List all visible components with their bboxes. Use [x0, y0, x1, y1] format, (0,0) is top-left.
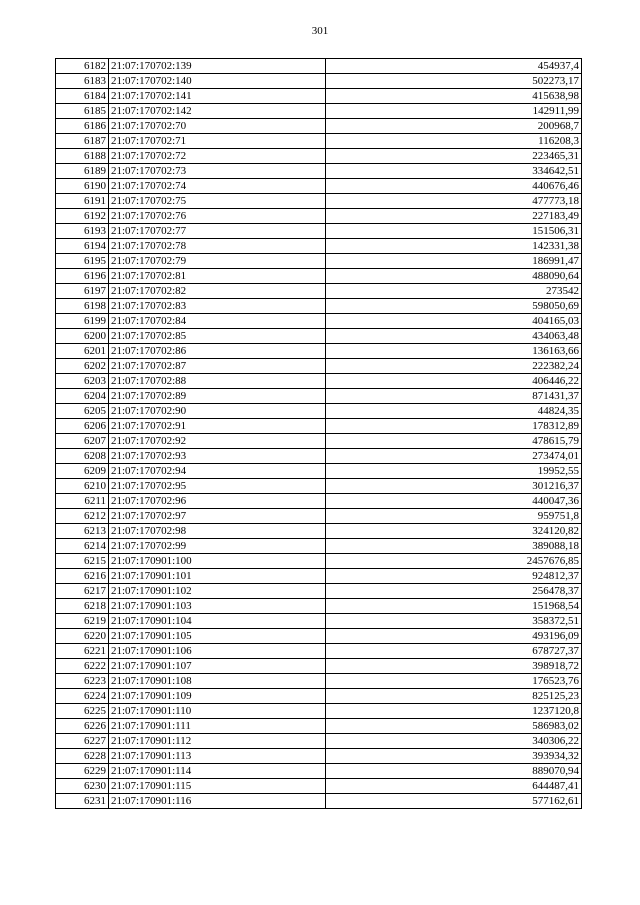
cadastral-number: 21:07:170901:108 — [109, 674, 326, 689]
cadastral-number: 21:07:170702:95 — [109, 479, 326, 494]
row-number: 6222 — [56, 659, 109, 674]
table-row — [56, 149, 582, 164]
table-row — [56, 509, 582, 524]
cadastral-number: 21:07:170702:89 — [109, 389, 326, 404]
cadastral-number: 21:07:170702:83 — [109, 299, 326, 314]
cadastral-value: 222382,24 — [326, 359, 582, 374]
row-number: 6191 — [56, 194, 109, 209]
table-row — [56, 749, 582, 764]
table-row — [56, 584, 582, 599]
cadastral-value: 477773,18 — [326, 194, 582, 209]
cadastral-value: 176523,76 — [326, 674, 582, 689]
cadastral-value: 493196,09 — [326, 629, 582, 644]
cadastral-value: 340306,22 — [326, 734, 582, 749]
table-row — [56, 269, 582, 284]
table-row — [56, 74, 582, 89]
row-number: 6183 — [56, 74, 109, 89]
table-row — [56, 569, 582, 584]
row-number: 6187 — [56, 134, 109, 149]
row-number: 6225 — [56, 704, 109, 719]
table-row — [56, 239, 582, 254]
cadastral-number: 21:07:170702:78 — [109, 239, 326, 254]
table-row — [56, 119, 582, 134]
cadastral-number: 21:07:170702:71 — [109, 134, 326, 149]
cadastral-value: 924812,37 — [326, 569, 582, 584]
table-row — [56, 629, 582, 644]
table-row — [56, 644, 582, 659]
table-row — [56, 329, 582, 344]
cadastral-number: 21:07:170702:87 — [109, 359, 326, 374]
table-row — [56, 794, 582, 809]
cadastral-value: 200968,7 — [326, 119, 582, 134]
row-number: 6198 — [56, 299, 109, 314]
table-row — [56, 134, 582, 149]
cadastral-value: 273542 — [326, 284, 582, 299]
row-number: 6209 — [56, 464, 109, 479]
row-number: 6211 — [56, 494, 109, 509]
row-number: 6220 — [56, 629, 109, 644]
cadastral-value: 825125,23 — [326, 689, 582, 704]
cadastral-value: 142911,99 — [326, 104, 582, 119]
cadastral-value: 889070,94 — [326, 764, 582, 779]
cadastral-value: 44824,35 — [326, 404, 582, 419]
row-number: 6186 — [56, 119, 109, 134]
cadastral-number: 21:07:170702:86 — [109, 344, 326, 359]
table-row — [56, 479, 582, 494]
cadastral-number: 21:07:170901:110 — [109, 704, 326, 719]
row-number: 6193 — [56, 224, 109, 239]
cadastral-number: 21:07:170702:82 — [109, 284, 326, 299]
cadastral-value: 644487,41 — [326, 779, 582, 794]
cadastral-number: 21:07:170901:106 — [109, 644, 326, 659]
cadastral-value: 586983,02 — [326, 719, 582, 734]
cadastral-value: 488090,64 — [326, 269, 582, 284]
cadastral-value: 871431,37 — [326, 389, 582, 404]
row-number: 6204 — [56, 389, 109, 404]
cadastral-number: 21:07:170901:116 — [109, 794, 326, 809]
cadastral-value: 440676,46 — [326, 179, 582, 194]
cadastral-number: 21:07:170702:70 — [109, 119, 326, 134]
row-number: 6208 — [56, 449, 109, 464]
cadastral-value: 301216,37 — [326, 479, 582, 494]
row-number: 6185 — [56, 104, 109, 119]
row-number: 6212 — [56, 509, 109, 524]
cadastral-value: 404165,03 — [326, 314, 582, 329]
cadastral-number: 21:07:170702:90 — [109, 404, 326, 419]
row-number: 6213 — [56, 524, 109, 539]
cadastral-value: 151968,54 — [326, 599, 582, 614]
row-number: 6224 — [56, 689, 109, 704]
cadastral-value: 415638,98 — [326, 89, 582, 104]
row-number: 6210 — [56, 479, 109, 494]
row-number: 6194 — [56, 239, 109, 254]
table-row — [56, 734, 582, 749]
table-row — [56, 194, 582, 209]
cadastral-number: 21:07:170702:74 — [109, 179, 326, 194]
table-row — [56, 254, 582, 269]
table-row — [56, 779, 582, 794]
row-number: 6221 — [56, 644, 109, 659]
cadastral-number: 21:07:170901:101 — [109, 569, 326, 584]
cadastral-value: 2457676,85 — [326, 554, 582, 569]
cadastral-number: 21:07:170702:99 — [109, 539, 326, 554]
cadastral-value: 358372,51 — [326, 614, 582, 629]
cadastral-number: 21:07:170901:112 — [109, 734, 326, 749]
cadastral-number: 21:07:170702:77 — [109, 224, 326, 239]
row-number: 6219 — [56, 614, 109, 629]
row-number: 6189 — [56, 164, 109, 179]
table-row — [56, 404, 582, 419]
cadastral-number: 21:07:170702:79 — [109, 254, 326, 269]
cadastral-number: 21:07:170901:100 — [109, 554, 326, 569]
row-number: 6226 — [56, 719, 109, 734]
cadastral-value: 223465,31 — [326, 149, 582, 164]
cadastral-value: 273474,01 — [326, 449, 582, 464]
cadastral-number: 21:07:170901:105 — [109, 629, 326, 644]
row-number: 6199 — [56, 314, 109, 329]
cadastral-number: 21:07:170702:88 — [109, 374, 326, 389]
row-number: 6214 — [56, 539, 109, 554]
cadastral-number: 21:07:170901:104 — [109, 614, 326, 629]
cadastral-number: 21:07:170702:140 — [109, 74, 326, 89]
table-row — [56, 359, 582, 374]
table-row — [56, 464, 582, 479]
cadastral-number: 21:07:170702:76 — [109, 209, 326, 224]
row-number: 6227 — [56, 734, 109, 749]
table-row — [56, 299, 582, 314]
cadastral-value: 393934,32 — [326, 749, 582, 764]
cadastral-value: 19952,55 — [326, 464, 582, 479]
table-row — [56, 104, 582, 119]
row-number: 6228 — [56, 749, 109, 764]
row-number: 6205 — [56, 404, 109, 419]
cadastral-value: 598050,69 — [326, 299, 582, 314]
row-number: 6184 — [56, 89, 109, 104]
row-number: 6182 — [56, 59, 109, 74]
cadastral-number: 21:07:170702:139 — [109, 59, 326, 74]
row-number: 6207 — [56, 434, 109, 449]
cadastral-value: 227183,49 — [326, 209, 582, 224]
cadastral-value: 142331,38 — [326, 239, 582, 254]
cadastral-value: 1237120,8 — [326, 704, 582, 719]
table-row — [56, 689, 582, 704]
cadastral-number: 21:07:170901:115 — [109, 779, 326, 794]
cadastral-number: 21:07:170901:102 — [109, 584, 326, 599]
table-row — [56, 59, 582, 74]
cadastral-value: 434063,48 — [326, 329, 582, 344]
cadastral-number: 21:07:170901:113 — [109, 749, 326, 764]
cadastral-value: 440047,36 — [326, 494, 582, 509]
cadastral-value: 256478,37 — [326, 584, 582, 599]
row-number: 6188 — [56, 149, 109, 164]
cadastral-number: 21:07:170702:75 — [109, 194, 326, 209]
cadastral-number: 21:07:170702:94 — [109, 464, 326, 479]
page-number: 301 — [311, 25, 329, 37]
table-row — [56, 284, 582, 299]
cadastral-value: 178312,89 — [326, 419, 582, 434]
table-row — [56, 344, 582, 359]
row-number: 6202 — [56, 359, 109, 374]
table-row — [56, 764, 582, 779]
row-number: 6217 — [56, 584, 109, 599]
table-row — [56, 224, 582, 239]
cadastral-number: 21:07:170702:85 — [109, 329, 326, 344]
cadastral-number: 21:07:170901:111 — [109, 719, 326, 734]
row-number: 6196 — [56, 269, 109, 284]
cadastral-value: 502273,17 — [326, 74, 582, 89]
row-number: 6197 — [56, 284, 109, 299]
row-number: 6192 — [56, 209, 109, 224]
cadastral-value: 478615,79 — [326, 434, 582, 449]
row-number: 6229 — [56, 764, 109, 779]
cadastral-number: 21:07:170702:141 — [109, 89, 326, 104]
cadastral-number: 21:07:170702:142 — [109, 104, 326, 119]
cadastral-value: 389088,18 — [326, 539, 582, 554]
row-number: 6200 — [56, 329, 109, 344]
table-row — [56, 419, 582, 434]
table-row — [56, 494, 582, 509]
row-number: 6195 — [56, 254, 109, 269]
row-number: 6203 — [56, 374, 109, 389]
cadastral-number: 21:07:170702:72 — [109, 149, 326, 164]
cadastral-value: 136163,66 — [326, 344, 582, 359]
cadastral-value: 116208,3 — [326, 134, 582, 149]
cadastral-number: 21:07:170702:97 — [109, 509, 326, 524]
cadastral-value: 324120,82 — [326, 524, 582, 539]
table-row — [56, 374, 582, 389]
cadastral-number: 21:07:170702:84 — [109, 314, 326, 329]
cadastral-number: 21:07:170901:114 — [109, 764, 326, 779]
table-row — [56, 719, 582, 734]
table-row — [56, 89, 582, 104]
cadastral-number: 21:07:170702:91 — [109, 419, 326, 434]
row-number: 6215 — [56, 554, 109, 569]
cadastral-number: 21:07:170702:73 — [109, 164, 326, 179]
table-row — [56, 209, 582, 224]
row-number: 6206 — [56, 419, 109, 434]
table-row — [56, 614, 582, 629]
cadastral-value: 151506,31 — [326, 224, 582, 239]
cadastral-number: 21:07:170901:107 — [109, 659, 326, 674]
cadastral-value: 959751,8 — [326, 509, 582, 524]
row-number: 6231 — [56, 794, 109, 809]
row-number: 6218 — [56, 599, 109, 614]
table-row — [56, 449, 582, 464]
cadastral-number: 21:07:170702:81 — [109, 269, 326, 284]
row-number: 6230 — [56, 779, 109, 794]
cadastral-number: 21:07:170702:96 — [109, 494, 326, 509]
table-row — [56, 164, 582, 179]
cadastral-value: 406446,22 — [326, 374, 582, 389]
table-row — [56, 554, 582, 569]
table-row — [56, 434, 582, 449]
table-row — [56, 314, 582, 329]
cadastral-value: 577162,61 — [326, 794, 582, 809]
table-row — [56, 659, 582, 674]
cadastral-value: 398918,72 — [326, 659, 582, 674]
row-number: 6190 — [56, 179, 109, 194]
table-body — [56, 59, 582, 809]
table-row — [56, 389, 582, 404]
cadastral-value: 454937,4 — [326, 59, 582, 74]
table-row — [56, 674, 582, 689]
cadastral-number: 21:07:170901:109 — [109, 689, 326, 704]
cadastral-value: 678727,37 — [326, 644, 582, 659]
cadastral-number: 21:07:170702:98 — [109, 524, 326, 539]
cadastral-value: 334642,51 — [326, 164, 582, 179]
cadastral-number: 21:07:170901:103 — [109, 599, 326, 614]
row-number: 6201 — [56, 344, 109, 359]
table-row — [56, 704, 582, 719]
row-number: 6216 — [56, 569, 109, 584]
cadastral-number: 21:07:170702:93 — [109, 449, 326, 464]
table-row — [56, 599, 582, 614]
table-row — [56, 524, 582, 539]
cadastral-value-table — [55, 58, 582, 809]
cadastral-value: 186991,47 — [326, 254, 582, 269]
row-number: 6223 — [56, 674, 109, 689]
table-row — [56, 539, 582, 554]
cadastral-number: 21:07:170702:92 — [109, 434, 326, 449]
table-row — [56, 179, 582, 194]
